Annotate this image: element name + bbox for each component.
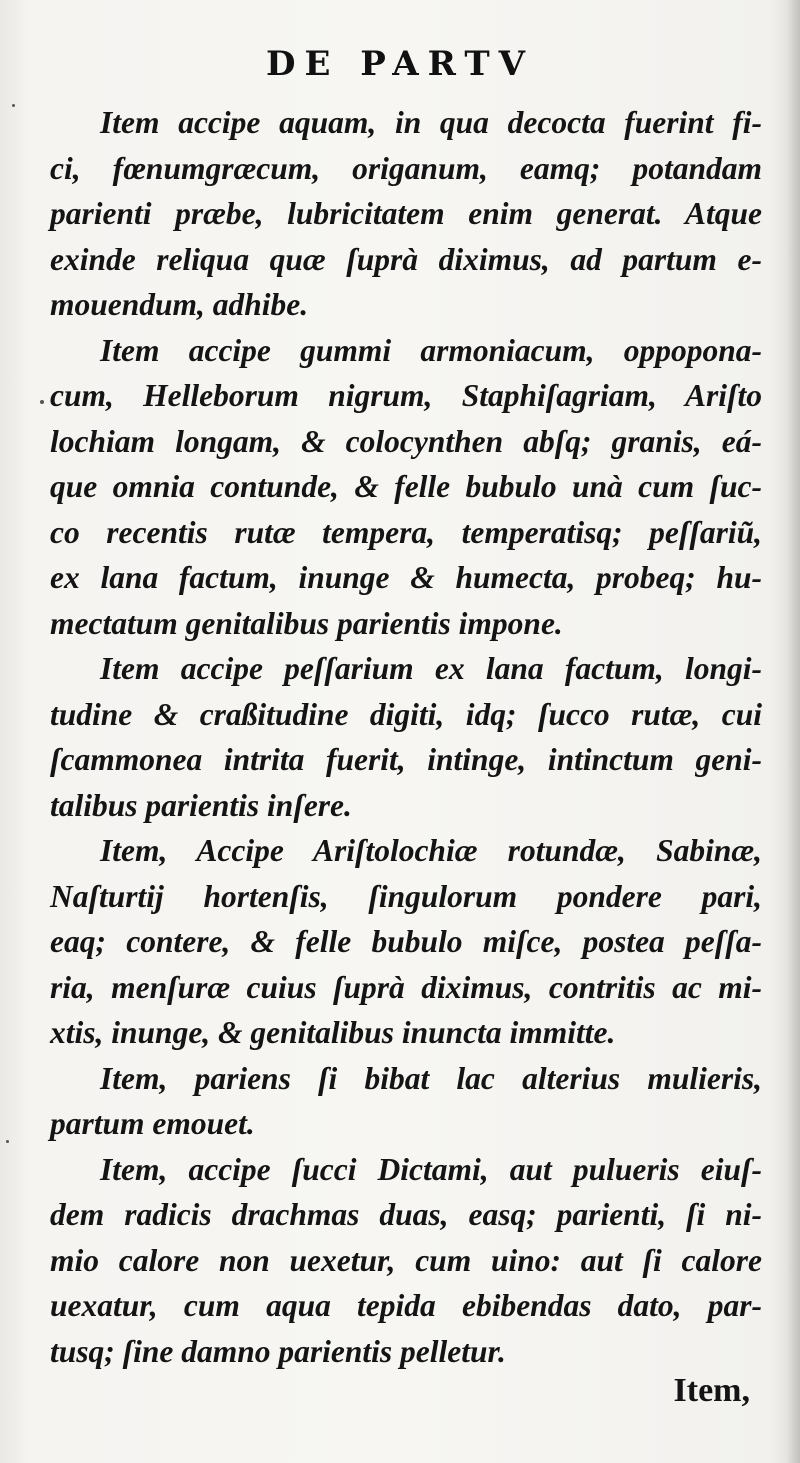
text-line: Item accipe gummi armoniacum, oppopona- xyxy=(100,332,762,368)
ink-speck xyxy=(12,104,15,107)
text-line: co recentis rutæ tempera, temperatisq; peſſariũ, xyxy=(50,514,762,550)
text-line: Naſturtij hortenſis, ſingulorum pondere pari, xyxy=(50,878,762,914)
paragraph-2 xyxy=(50,328,762,647)
text-line: tusq; ſine damno parientis pelletur. xyxy=(50,1333,506,1369)
text-line: cum, Helleborum nigrum, Staphiſagriam, Ariſto xyxy=(50,378,762,413)
paragraph-1 xyxy=(50,100,762,328)
text-line: talibus parientis inſere. xyxy=(50,787,352,823)
text-line: Item accipe aquam, in qua decocta fuerint fi- xyxy=(100,105,762,140)
text-line: Item, Accipe Ariſtolochiæ rotundæ, Sabinæ, xyxy=(100,833,762,868)
page-edge-shadow xyxy=(786,0,800,1463)
text-line: Item, pariens ſi bibat lac alterius mulieris, xyxy=(100,1060,762,1096)
text-line: ſcammonea intrita fuerit, intinge, intinctum geni- xyxy=(50,742,762,777)
text-line: ex lana factum, inunge & humecta, probeq; hu- xyxy=(50,560,762,595)
text-line: Item, accipe ſucci Dictami, aut pulueris eiuſ- xyxy=(100,1151,762,1187)
text-line: tudine & craßitudine digiti, idq; ſucco rutæ, cui xyxy=(50,696,762,732)
text-line: Item accipe peſſarium ex lana factum, longi- xyxy=(100,651,762,686)
text-line: mio calore non uexetur, cum uino: aut ſi calore xyxy=(50,1242,762,1278)
text-line: lochiam longam, & colocynthen abſq; granis, eá- xyxy=(50,423,762,459)
paragraph-6 xyxy=(50,1147,762,1375)
text-line: mouendum, adhibe. xyxy=(50,287,309,322)
text-line: que omnia contunde, & felle bubulo unà cum ſuc- xyxy=(50,469,762,504)
text-line: exinde reliqua quæ ſuprà diximus, ad partum e- xyxy=(50,241,762,277)
catchword: Item, xyxy=(673,1372,750,1409)
body-text xyxy=(50,100,762,1374)
ink-speck xyxy=(40,400,44,404)
text-line: eaq; contere, & felle bubulo miſce, postea peſſa- xyxy=(50,924,762,959)
paragraph-3 xyxy=(50,646,762,828)
text-line: dem radicis drachmas duas, easq; parienti, ſi ni- xyxy=(50,1197,762,1232)
text-line: xtis, inunge, & genitalibus inuncta immitte. xyxy=(50,1015,616,1050)
text-line: parienti præbe, lubricitatem enim generat. Atque xyxy=(50,196,762,231)
text-line: partum emouet. xyxy=(50,1106,255,1141)
text-line: mectatum genitalibus parientis impone. xyxy=(50,605,563,641)
ink-speck xyxy=(6,1140,9,1143)
running-head: DE PARTV xyxy=(265,44,535,84)
text-line: ci, fœnumgræcum, origanum, eamq; potandam xyxy=(50,150,762,186)
paragraph-4 xyxy=(50,828,762,1056)
paragraph-5 xyxy=(50,1056,762,1147)
text-line: ria, menſuræ cuius ſuprà diximus, contritis ac mi- xyxy=(50,969,762,1005)
text-line: uexatur, cum aqua tepida ebibendas dato, par- xyxy=(50,1288,762,1323)
